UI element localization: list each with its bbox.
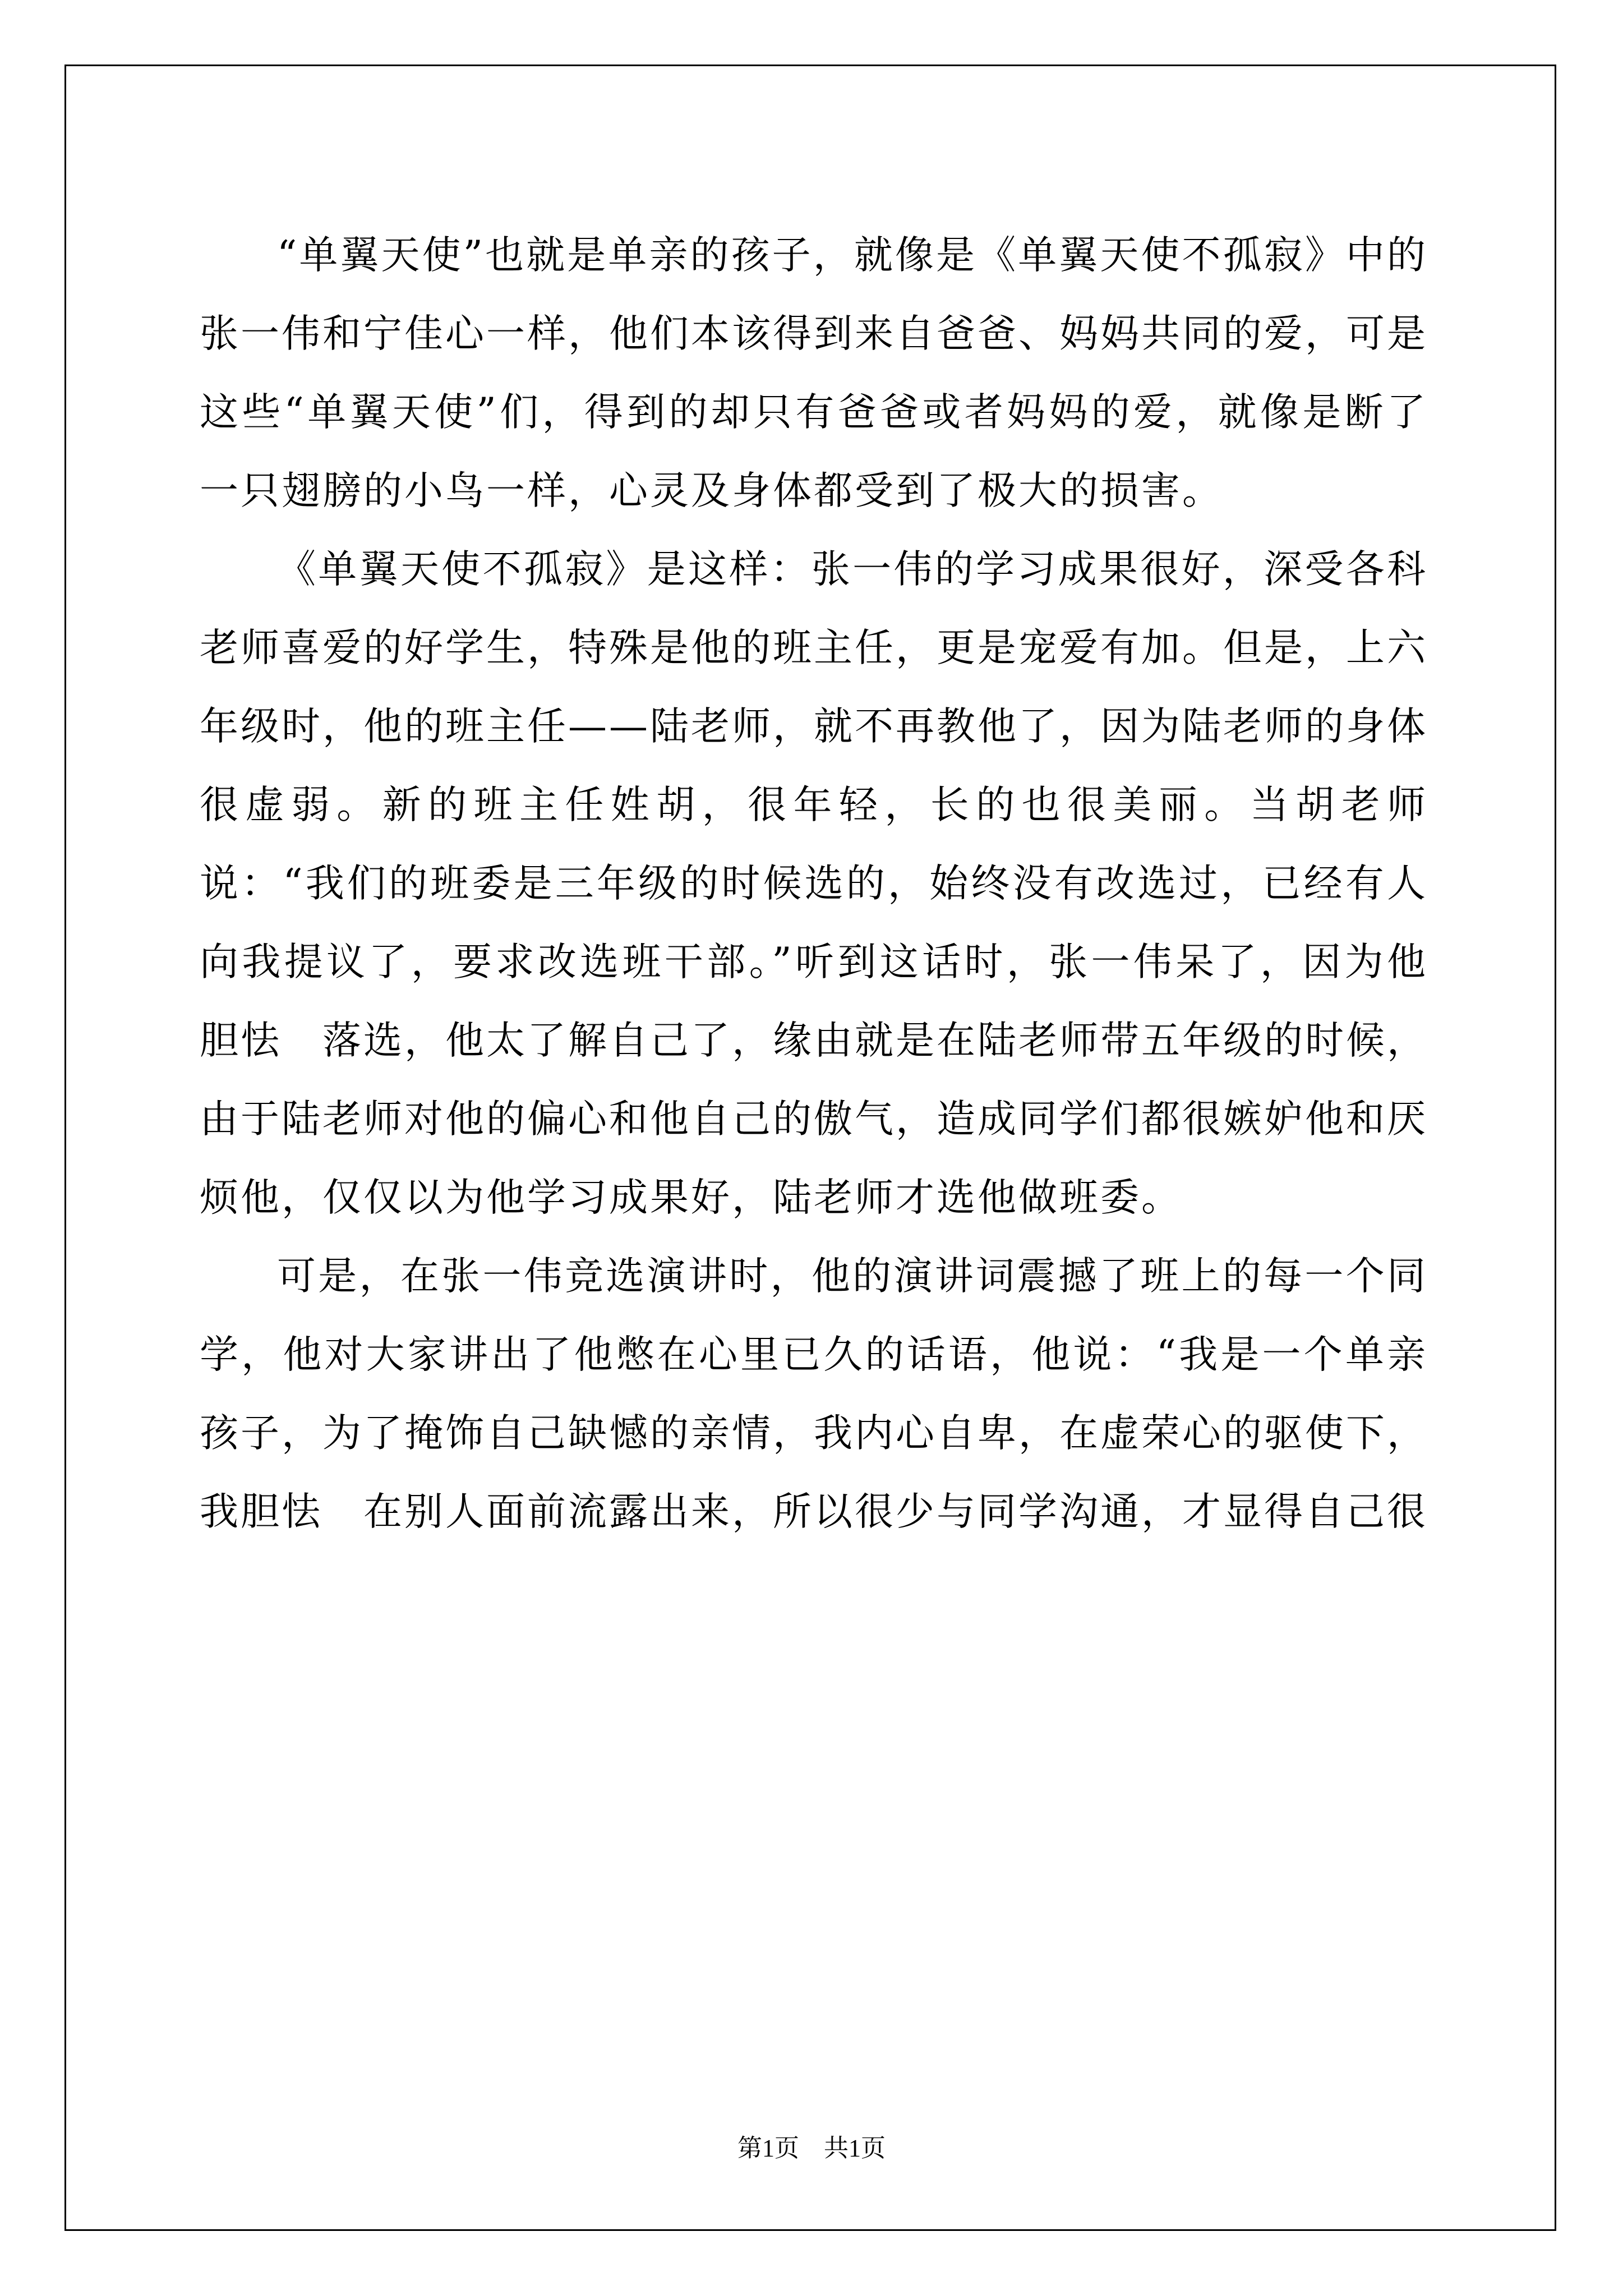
- paragraph-3: 可是，在张一伟竞选演讲时，他的演讲词震撼了班上的每一个同学，他对大家讲出了他憋在心里已久的话语，他说：“我是一个单亲孩子，为了掩饰自己缺憾的亲情，我内心自卑，在虚荣心的驱使下，我胆怯 在别人面前流露出来，所以很少与同学沟通，才显得自己很: [200, 1254, 1428, 1534]
- paragraph-2: 《单翼天使不孤寂》是这样：张一伟的学习成果很好，深受各科老师喜爱的好学生，特殊是他的班主任，更是宠爱有加。但是，上六年级时，他的班主任——陆老师，就不再教他了，因为陆老师的身体很虚弱。新的班主任姓胡，很年轻，长的也很美丽。当胡老师说：“我们的班委是三年级的时候选的，始终没有改选过，已经有人向我提议了，要求改选班干部。”听到这话时，张一伟呆了，因为他胆怯 落选，他太了解自己了，缘由就是在陆老师带五年级的时候，由于陆老师对他的偏心和他自己的傲气，造成同学们都很嫉妒他和厌烦他，仅仅以为他学习成果好，陆老师才选他做班委。: [200, 547, 1428, 1220]
- page-footer: 第1页 共1页: [737, 2134, 886, 2162]
- document-body: [200, 216, 1428, 1551]
- paragraph-1: “单翼天使”也就是单亲的孩子，就像是《单翼天使不孤寂》中的张一伟和宁佳心一样，他们本该得到来自爸爸、妈妈共同的爱，可是这些“单翼天使”们，得到的却只有爸爸或者妈妈的爱，就像是断了一只翅膀的小鸟一样，心灵及身体都受到了极大的损害。: [200, 233, 1428, 513]
